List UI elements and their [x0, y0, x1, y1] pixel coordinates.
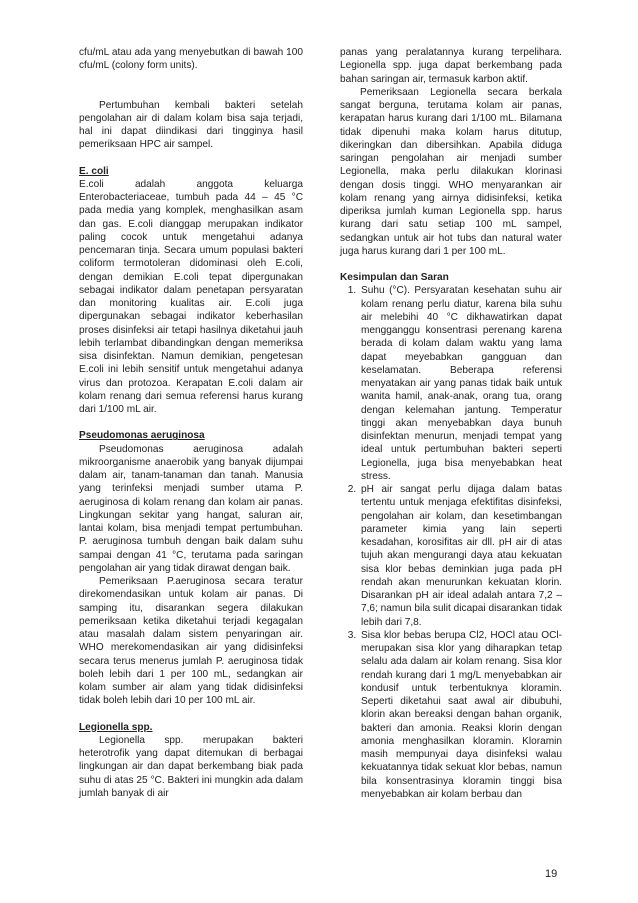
right-column	[340, 46, 562, 801]
left-column	[79, 46, 303, 800]
legionella-paragraph: Legionella spp. merupakan bakteri heterotrofik yang dapat ditemukan di berbagai lingkungan air dan dapat berkembang biak pada suhu di atas 25 °C. Bakteri ini mungkin ada dalam jumlah banyak di air	[79, 734, 303, 799]
conclusion-item-ph: 2. pH air sangat perlu dijaga dalam batas tertentu untuk menjaga efektifitas disinfeksi, pengolahan air kolam, dan kesetimbangan parameter kimia yang lain seperti kesadahan, korosifitas air dll. pH air di atas tujuh akan mengurangi daya atau kekuatan sisa klor bebas deminkian juga pada pH rendah akan menurunkan kekuatan klorin. Disarankan pH air ideal adalah antara 7,2 – 7,6; namun bila sulit dicapai disarankan tidak lebih dari 7,8.	[359, 483, 562, 629]
right-paragraph-continuation: panas yang peralatannya kurang terpelihara. Legionella spp. juga dapat berkembang pada bahan saringan air, termasuk karbon aktif.	[340, 47, 562, 85]
left-paragraph-intro: cfu/mL atau ada yang menyebutkan di bawah 100 cfu/mL (colony form units).	[79, 47, 303, 72]
conclusion-heading: Kesimpulan dan Saran	[340, 272, 449, 283]
conclusion-item-chlorine: 3. Sisa klor bebas berupa Cl2, HOCl atau OCl- merupakan sisa klor yang diharapkan tetap selalu ada dalam air kolam renang. Sisa klor rendah kurang dari 1 mg/L menyebabkan air kondusif untuk terbentuknya kloramin. Seperti diketahui saat awal air dibubuhi, klorin akan bereaksi dengan bahan organik, bakteri dan amonia. Reaksi klorin dengan amonia menghasilkan kloramin. Kloramin masih mempunyai daya disinfeksi walau kekuatannya tidak sekuat klor bebas, namun bila konsentrasinya kloramin tinggi bisa menyebabkan air kolam berbau dan	[359, 629, 562, 801]
conclusion-list	[340, 284, 562, 801]
pseudomonas-heading: Pseudomonas aeruginosa	[79, 430, 205, 442]
ecoli-paragraph: E.coli adalah anggota keluarga Enterobacteriaceae, tumbuh pada 44 – 45 °C pada media yang komplek, menghasilkan asam dan gas. E.coli dianggap merupakan indikator paling cocok untuk mengetahui adanya pencemaran tinja. Secara umum populasi bakteri coliform termotoleran didominasi oleh E.coli, dengan demikian E.coli tepat dipergunakan sebagai indikator dalam penetapan persyaratan dan monitoring kualitas air. E.coli juga dipergunakan sebagai indikator keberhasilan proses disinfeksi air tetapi hasilnya diketahui jauh lebih terlambat dibandingkan dengan memeriksa sisa disinfektan. Namun demikian, pengetesan E.coli ini lebih sensitif untuk mengetahui adanya virus dan protozoa. Kerapatan E.coli dalam air kolam renang dari semua referensi harus kurang dari 1/100 mL air.	[79, 178, 303, 415]
page-number: 19	[545, 868, 558, 880]
conclusion-item-temperature: 1. Suhu (°C). Persyaratan kesehatan suhu air kolam renang perlu diatur, karena bila suhu air melebihi 40 °C dikhawatirkan dapat mengganggu konsentrasi perenang karena berada di kolam dalam waktu yang lama dapat meyebabkan gangguan dan keselamatan. Beberapa referensi menyatakan air yang panas tidak baik untuk wanita hamil, anak-anak, orang tua, orang dengan kelemahan jantung. Temperatur tinggi akan menyebabkan daya bunuh disinfektan menurun, menjadi tempat yang ideal untuk pertumbuhan bakteri seperti Legionella, juga bisa menyebabkan heat stress.	[359, 284, 562, 483]
left-paragraph-regrowth: Pertumbuhan kembali bakteri setelah pengolahan air di dalam kolam bisa saja terjadi, hal ini dapat diindikasi dari tingginya hasil pemeriksaan HPC air sampel.	[79, 99, 303, 151]
right-paragraph-legionella-check: Pemeriksaan Legionella secara berkala sangat berguna, terutama kolam air panas, kerapatan harus kurang dari 1/100 mL. Bilamana tidak dipenuhi maka kolam harus ditutup, dikeringkan dan dibersihkan. Apabila diduga saringan pengolahan air menjadi sumber Legionella, maka perlu dilakukan klorinasi dengan dosis tinggi. WHO menyarankan air kolam renang yang airnya didisinfeksi, ketika diperiksa jumlah kuman Legionella spp. harus kurang dari satu setiap 100 mL sampel, sedangkan untuk air hot tubs dan natural water juga harus kurang dari 1 per 100 mL.	[340, 86, 562, 257]
pseudomonas-paragraph-1: Pseudomonas aeruginosa adalah mikroorganisme anaerobik yang banyak dijumpai dalam air, tanam-tanaman dan tanah. Manusia yang terinfeksi menjadi sumber utama P. aeruginosa di kolam renang dan kolam air panas. Lingkungan sekitar yang hangat, saluran air, lantai kolam, bisa menjadi tempat pertumbuhan. P. aeruginosa tumbuh dengan baik dalam suhu sampai dengan 41 °C, terutama pada saringan pengolahan air yang tidak dirawat dengan baik.	[79, 443, 303, 574]
ecoli-heading: E. coli	[79, 165, 109, 177]
legionella-heading: Legionella spp.	[79, 721, 153, 733]
pseudomonas-paragraph-2: Pemeriksaan P.aeruginosa secara teratur direkomendasikan untuk kolam air panas. Di samping itu, disarankan segera dilakukan pemeriksaan ketika diketahui terjadi kegagalan atau masalah dalam sistem penyaringan air. WHO merekomendasikan air yang didisinfeksi secara terus menerus jumlah P. aeruginosa tidak boleh lebih dari 1 per 100 mL, sedangkan air kolam sumber air alam yang tidak didisinfeksi tidak boleh lebih dari 10 per 100 mL air.	[79, 576, 303, 707]
